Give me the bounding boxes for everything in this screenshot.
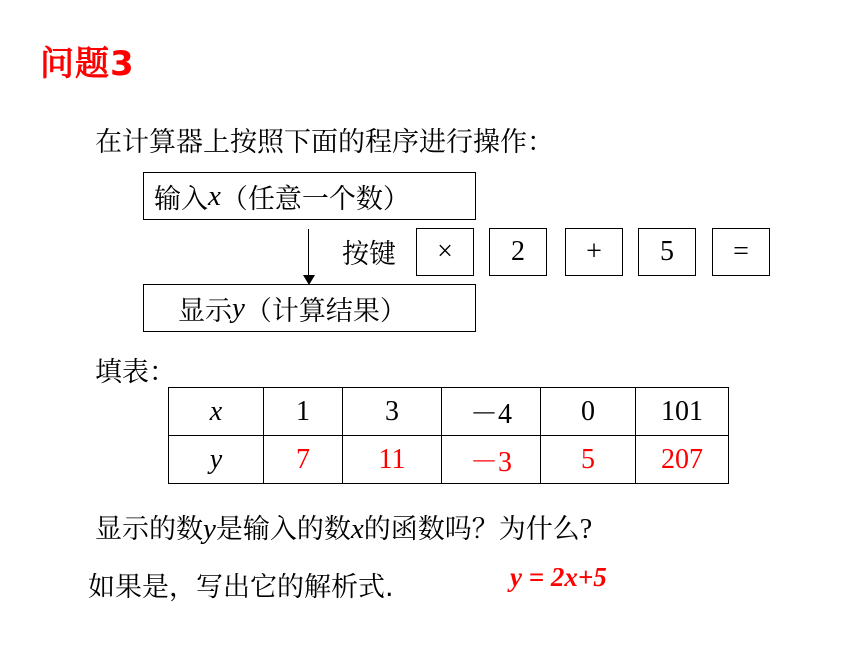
table-cell-y: －3 <box>442 436 541 484</box>
intro-text: 在计算器上按照下面的程序进行操作： <box>95 127 554 158</box>
fill-table-label: 填表： <box>95 357 176 388</box>
question-mark: ? <box>579 514 593 545</box>
key-five: 5 <box>638 228 696 276</box>
value-table <box>168 387 729 484</box>
table-cell-x: 0 <box>541 388 636 436</box>
question-part2: 是输入的数 <box>215 514 351 545</box>
key-plus: + <box>565 228 623 276</box>
question-text <box>95 507 592 546</box>
table-cell-x: 3 <box>343 388 442 436</box>
key-equals: = <box>712 228 770 276</box>
input-suffix: （任意一个数） <box>220 183 410 215</box>
question-part1: 显示的数 <box>95 514 203 545</box>
table-cell-x: 101 <box>636 388 729 436</box>
output-prefix: 显示 <box>178 295 232 327</box>
followup-text: 如果是，写出它的解析式. <box>88 572 394 603</box>
flow-arrow-line <box>308 229 309 277</box>
keys-label: 按键 <box>342 239 396 270</box>
answer-formula: y = 2x+5 <box>510 562 607 592</box>
table-cell-y: 7 <box>264 436 343 484</box>
key-two: 2 <box>489 228 547 276</box>
table-cell-x: 1 <box>264 388 343 436</box>
table-row-x <box>169 388 729 436</box>
input-variable: x <box>208 179 221 212</box>
table-cell-y: 207 <box>636 436 729 484</box>
output-suffix: （计算结果） <box>244 295 407 327</box>
question-part3: 的函数吗？为什么 <box>363 514 580 545</box>
table-header-y: y <box>169 436 264 484</box>
question-var-x: x <box>350 513 364 545</box>
table-row-y <box>169 436 729 484</box>
table-header-x: x <box>169 388 264 436</box>
output-box <box>143 284 476 332</box>
table-cell-y: 5 <box>541 436 636 484</box>
table-cell-x: －4 <box>442 388 541 436</box>
question-var-y: y <box>203 513 216 545</box>
input-prefix: 输入 <box>154 183 208 215</box>
output-variable: y <box>232 291 245 324</box>
page-title: 问题3 <box>40 44 135 84</box>
table-cell-y: 11 <box>343 436 442 484</box>
input-box <box>143 172 476 220</box>
key-multiply: × <box>416 228 474 276</box>
